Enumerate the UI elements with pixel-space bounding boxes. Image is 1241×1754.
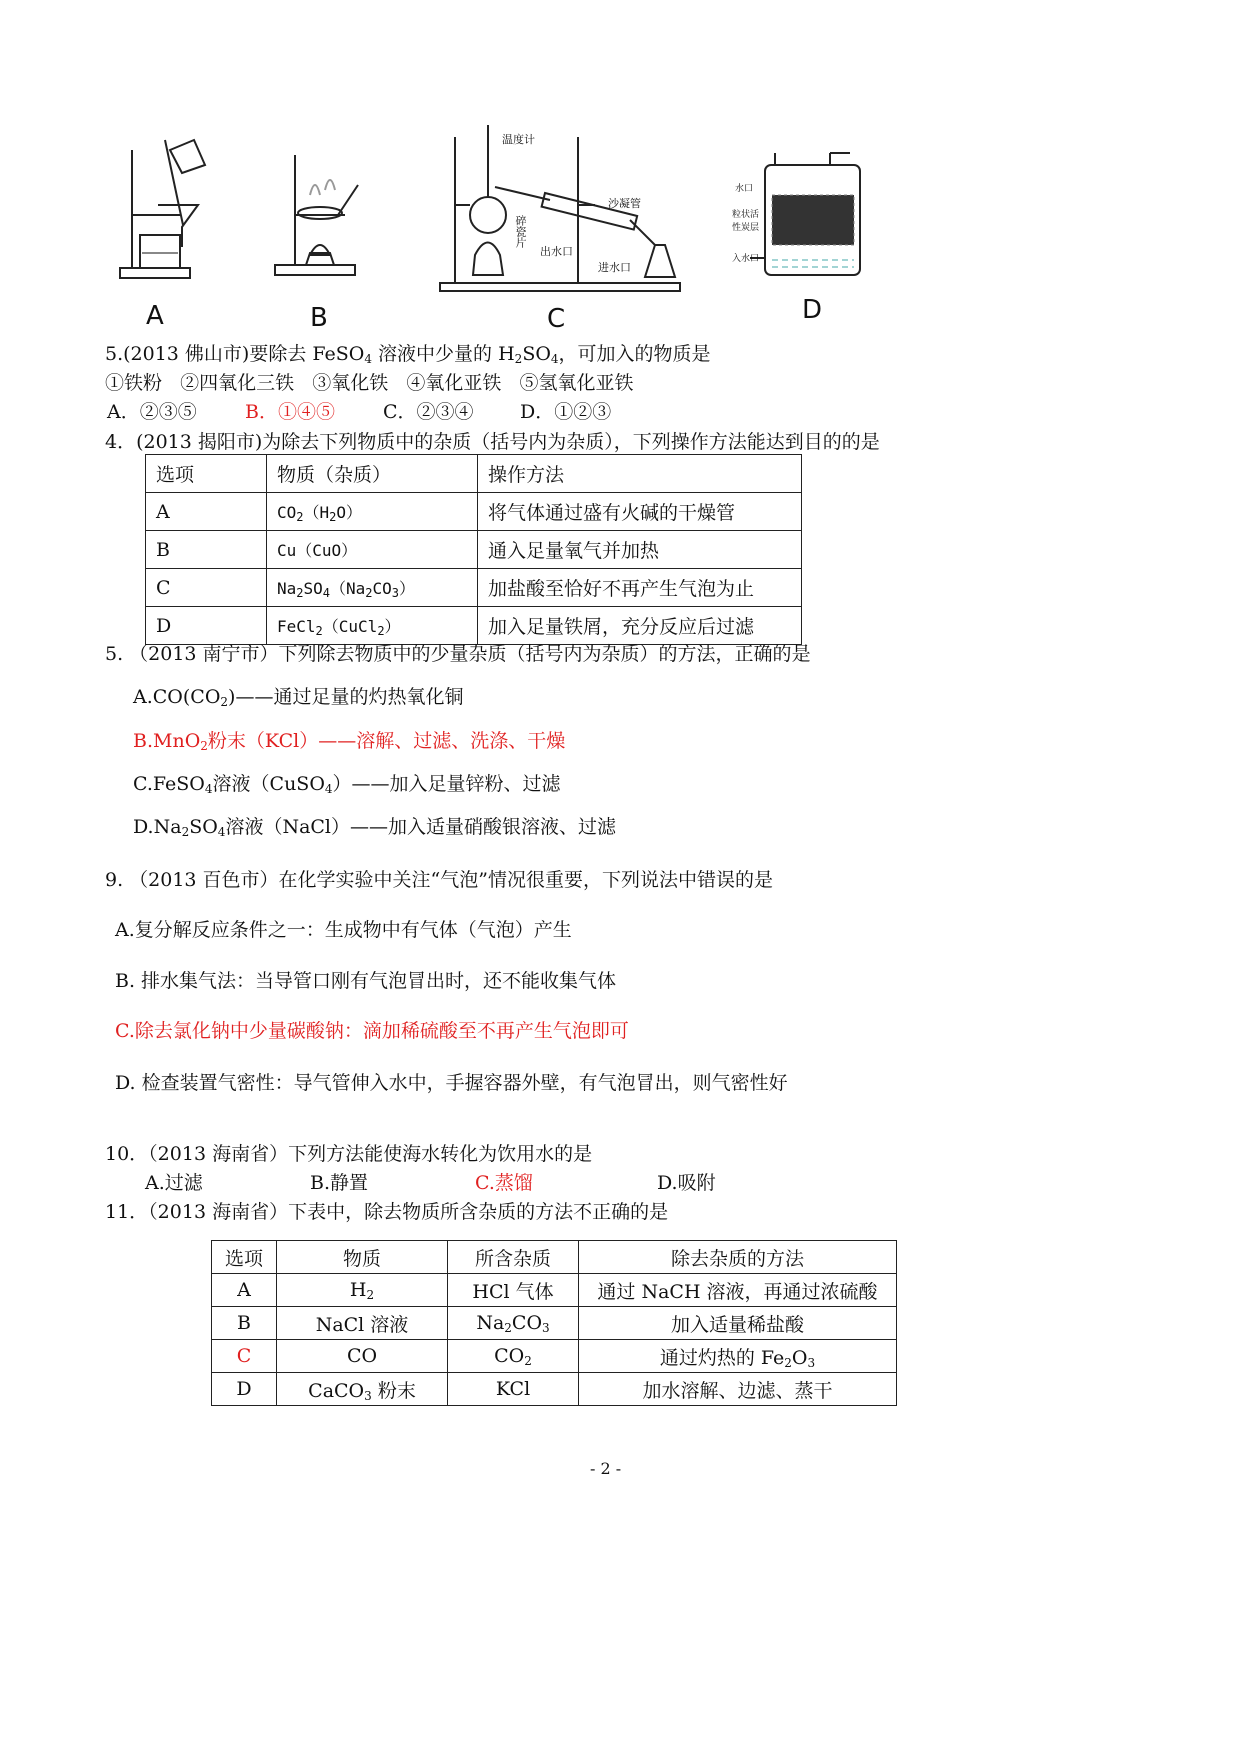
thermometer-text: 温度计 — [502, 133, 535, 146]
table-row — [212, 1373, 897, 1406]
stand-base-a — [120, 268, 190, 278]
q9-option-d: D. 检查装置气密性：导气管伸入水中，手握容器外壁，有气泡冒出，则气密性好 — [115, 1072, 788, 1094]
q10-option-d: D.吸附 — [657, 1172, 716, 1194]
q5b-option-d: $D.Na_2SO_4$溶液（NaCl）——加入适量硝酸银溶液、过滤 — [133, 816, 617, 839]
apparatus-drawing — [110, 115, 880, 335]
table-row — [212, 1307, 897, 1340]
q5a-option-c: C．②③④ — [383, 401, 474, 423]
q11-cell-option: A — [212, 1274, 277, 1307]
q11-table — [211, 1240, 897, 1406]
table-row — [146, 607, 802, 645]
q11-cell-option: B — [212, 1307, 277, 1340]
q5a-stem-post: ，可加入的物质是 — [558, 343, 711, 365]
q5a-option-a: A．②③⑤ — [107, 401, 197, 423]
figure-label-c: C — [547, 304, 566, 334]
q11-cell-substance: $H_2$ — [277, 1274, 448, 1307]
q4-cell-substance: FeCl$_2$（CuCl$_2$） — [267, 607, 478, 645]
q5a-option-b: B．①④⑤ — [245, 401, 335, 423]
table-row — [146, 531, 802, 569]
condenser-text: 沙凝管 — [608, 197, 641, 210]
q9-option-b: B. 排水集气法：当导管口刚有气泡冒出时，还不能收集气体 — [115, 970, 617, 992]
q5a-sub3: 4 — [550, 352, 559, 366]
q4-header-substance: 物质（杂质） — [267, 455, 478, 493]
q5b-a-tail: ——通过足量的灼热氧化铜 — [235, 686, 464, 708]
d-carbon-text: 粒状活性炭层 — [732, 210, 760, 233]
q11-cell-substance: CaCO$_3$ 粉末 — [277, 1373, 448, 1406]
q11-cell-impurity: KCl — [448, 1373, 579, 1406]
q11-cell-method: 通过 NaCH 溶液，再通过浓硫酸 — [579, 1274, 897, 1307]
q4-stem: 4．(2013 揭阳市)为除去下列物质中的杂质（括号内为杂质），下列操作方法能达到目的的是 — [105, 431, 880, 453]
q4-cell-method: 通入足量氧气并加热 — [478, 531, 802, 569]
page-number: - 2 - — [590, 1459, 622, 1478]
q11-cell-substance: NaCl 溶液 — [277, 1307, 448, 1340]
q4-cell-method: 加盐酸至恰好不再产生气泡为止 — [478, 569, 802, 607]
q5a-items: ①铁粉 ②四氧化三铁 ③氧化铁 ④氧化亚铁 ⑤氢氧化亚铁 — [105, 372, 634, 394]
q11-cell-impurity: $Na_2CO_3$ — [448, 1307, 579, 1340]
q11-cell-method: 加入适量稀盐酸 — [579, 1307, 897, 1340]
q5b-c-tail2: ）——加入足量锌粉、过滤 — [332, 773, 561, 795]
table-row — [146, 493, 802, 531]
q11-cell-method: 加水溶解、边滤、蒸干 — [579, 1373, 897, 1406]
q11-cell-impurity: $CO_2$ — [448, 1340, 579, 1373]
q4-cell-option: B — [146, 531, 267, 569]
q4-cell-substance: $CO_2(H_2O)$ — [267, 493, 478, 531]
q5b-option-b: B.MnO$_2$粉末（KCl）——溶解、过滤、洗涤、干燥 — [133, 730, 566, 753]
q5b-c-tail: 溶液（CuSO — [212, 773, 325, 795]
q9-stem: 9. （2013 百色市）在化学实验中关注“气泡”情况很重要，下列说法中错误的是 — [105, 869, 773, 891]
q4-cell-option: C — [146, 569, 267, 607]
q11-cell-method: 通过灼热的 $Fe_2O_3$ — [579, 1340, 897, 1373]
q11-cell-option: C — [212, 1340, 277, 1373]
q11-cell-option: D — [212, 1373, 277, 1406]
q5b-stem: 5. （2013 南宁市）下列除去物质中的少量杂质（括号内为杂质）的方法，正确的是 — [105, 643, 811, 665]
q5a-option-d: D．①②③ — [520, 401, 612, 423]
q4-cell-substance: Cu（CuO） — [267, 531, 478, 569]
apparatus-figure — [110, 115, 880, 335]
q11-header-option: 选项 — [212, 1241, 277, 1274]
q5a-stem-mid: 溶液中少量的 H — [372, 343, 515, 365]
table-row — [212, 1340, 897, 1373]
q5b-d-tail: 溶液（NaCl）——加入适量硝酸银溶液、过滤 — [225, 816, 617, 838]
water-outlet-text: 出水口 — [540, 245, 573, 258]
q5b-option-c: C.FeSO$_4$溶液（CuSO$_4$）——加入足量锌粉、过滤 — [133, 773, 561, 796]
q11-cell-impurity: HCl 气体 — [448, 1274, 579, 1307]
q10-option-a: A.过滤 — [145, 1172, 203, 1194]
q4-table — [145, 454, 802, 645]
q11-method-pre: 通过灼热的 Fe — [659, 1346, 785, 1369]
d-outlet-text: 水口 — [735, 184, 754, 194]
q5a-sub2: 2 — [514, 352, 523, 366]
table-row — [146, 569, 802, 607]
q11-header-substance: 物质 — [277, 1241, 448, 1274]
q5a-sub1: 4 — [364, 352, 373, 366]
q4-cell-method: 将气体通过盛有火碱的干燥管 — [478, 493, 802, 531]
q4-cell-option: D — [146, 607, 267, 645]
q4-cell-method: 加入足量铁屑，充分反应后过滤 — [478, 607, 802, 645]
porcelain-text: 碎瓷片 — [514, 215, 527, 248]
figure-label-b: B — [310, 303, 328, 333]
q5a-stem-mid2: SO — [522, 343, 551, 365]
q9-option-a: A.复分解反应条件之一：生成物中有气体（气泡）产生 — [115, 919, 572, 941]
q5a-stem — [105, 342, 711, 366]
q11-header-impurity: 所含杂质 — [448, 1241, 579, 1274]
q10-option-c: C.蒸馏 — [475, 1172, 533, 1194]
q4-cell-option: A — [146, 493, 267, 531]
q4-header-option: 选项 — [146, 455, 267, 493]
q5b-b-tail: 粉末（KCl）——溶解、过滤、洗涤、干燥 — [207, 730, 566, 752]
q11-header-method: 除去杂质的方法 — [579, 1241, 897, 1274]
q4-cell-substance: $Na_2SO_4(Na_2CO_3)$ — [267, 569, 478, 607]
carbon-layer — [772, 195, 854, 267]
figure-label-a: A — [146, 301, 164, 331]
q10-stem: 10．（2013 海南省）下列方法能使海水转化为饮用水的是 — [105, 1143, 593, 1165]
q11-cell-substance: CO — [277, 1340, 448, 1373]
q11-stem: 11．（2013 海南省）下表中，除去物质所含杂质的方法不正确的是 — [105, 1201, 669, 1223]
q5b-option-a: $A.CO(CO_2)——$通过足量的灼热氧化铜 — [133, 686, 464, 709]
d-inlet-text: 入水口 — [732, 254, 760, 264]
table-header-row — [212, 1241, 897, 1274]
table-row — [212, 1274, 897, 1307]
q4-header-method: 操作方法 — [478, 455, 802, 493]
figure-label-d: D — [802, 295, 823, 325]
water-inlet-text: 进水口 — [598, 261, 631, 274]
q10-option-b: B.静置 — [310, 1172, 369, 1194]
q9-option-c: C.除去氯化钠中少量碳酸钠：滴加稀硫酸至不再产生气泡即可 — [115, 1020, 629, 1042]
q5a-stem-pre: 5.(2013 佛山市)要除去 FeSO — [105, 343, 365, 365]
table-header-row — [146, 455, 802, 493]
